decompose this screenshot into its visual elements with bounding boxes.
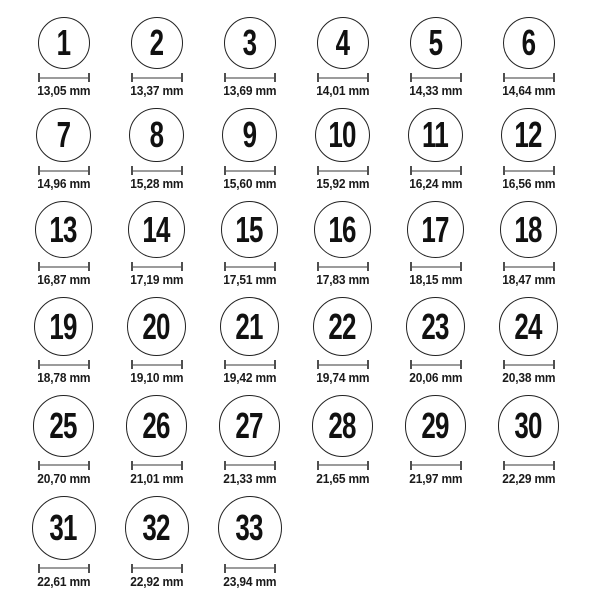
ring-size-number: 33 [235, 506, 264, 548]
dimension-bar [505, 266, 553, 268]
ring-size-number: 16 [328, 208, 357, 250]
diameter-dimension-line [131, 461, 183, 470]
dimension-bar [505, 170, 553, 172]
ring-size-number: 13 [49, 208, 78, 250]
diameter-dimension-line [224, 461, 276, 470]
ring-circle [125, 496, 189, 560]
dimension-bar [133, 464, 181, 466]
ring-size-number: 17 [421, 208, 450, 250]
diameter-dimension-line [317, 360, 369, 369]
dimension-bar [319, 170, 367, 172]
ring-circle [127, 297, 186, 356]
ring-size-cell [389, 395, 482, 486]
dimension-bar [319, 464, 367, 466]
diameter-dimension-line [38, 73, 90, 82]
diameter-label: 14,33 mm [408, 83, 463, 98]
dimension-bar [40, 77, 88, 79]
dimension-bar [226, 170, 274, 172]
ring-circle [410, 17, 462, 69]
ring-size-number: 4 [335, 22, 350, 63]
diameter-label: 19,42 mm [222, 370, 277, 386]
dimension-bar [412, 77, 460, 79]
dimension-bar [505, 364, 553, 366]
ring-circle [36, 108, 90, 162]
diameter-label: 13,69 mm [222, 83, 277, 98]
diameter-dimension-line [224, 166, 276, 175]
dimension-bar [319, 266, 367, 268]
ring-size-number: 23 [421, 305, 450, 347]
ring-circle [317, 17, 369, 69]
ring-size-number: 5 [428, 22, 443, 63]
ring-size-number: 27 [235, 405, 264, 447]
dimension-bar [40, 464, 88, 466]
ring-size-cell [203, 17, 296, 98]
ring-size-number: 11 [422, 114, 449, 156]
dimension-bar [412, 464, 460, 466]
diameter-label: 22,29 mm [501, 470, 556, 486]
ring-size-cell [17, 201, 110, 287]
diameter-dimension-line [224, 73, 276, 82]
diameter-dimension-line [503, 262, 555, 271]
ring-size-number: 9 [242, 114, 257, 156]
diameter-dimension-line [503, 166, 555, 175]
dimension-bar [226, 364, 274, 366]
diameter-label: 18,78 mm [36, 370, 91, 386]
diameter-dimension-line [131, 360, 183, 369]
diameter-dimension-line [131, 166, 183, 175]
ring-size-cell [296, 297, 389, 385]
ring-circle [407, 201, 464, 258]
ring-size-cell [389, 108, 482, 191]
dimension-bar [505, 464, 553, 466]
ring-size-number: 10 [328, 114, 357, 156]
ring-size-number: 26 [142, 405, 171, 447]
dimension-bar [133, 266, 181, 268]
ring-circle [312, 395, 374, 457]
diameter-label: 15,60 mm [222, 176, 277, 192]
ring-size-number: 6 [521, 22, 536, 63]
ring-circle [34, 297, 93, 356]
ring-size-number: 1 [56, 22, 71, 63]
ring-circle [128, 201, 185, 258]
diameter-dimension-line [38, 564, 90, 573]
ring-circle [219, 395, 281, 457]
ring-size-number: 14 [142, 208, 171, 250]
diameter-dimension-line [38, 360, 90, 369]
ring-size-cell [389, 297, 482, 385]
ring-size-cell [110, 108, 203, 191]
ring-size-number: 18 [514, 208, 543, 250]
dimension-bar [319, 364, 367, 366]
ring-circle [313, 297, 372, 356]
ring-size-number: 2 [149, 22, 164, 63]
ring-size-number: 30 [514, 405, 543, 447]
dimension-bar [226, 77, 274, 79]
diameter-label: 22,61 mm [36, 573, 91, 589]
ring-size-number: 25 [49, 405, 78, 447]
diameter-label: 15,28 mm [129, 176, 184, 192]
diameter-label: 16,56 mm [501, 176, 556, 192]
ring-size-number: 3 [242, 22, 257, 63]
diameter-label: 19,10 mm [129, 370, 184, 386]
ring-circle [222, 108, 276, 162]
diameter-dimension-line [410, 360, 462, 369]
ring-size-number: 32 [142, 506, 171, 548]
diameter-dimension-line [410, 73, 462, 82]
dimension-bar [412, 266, 460, 268]
ring-size-cell [296, 108, 389, 191]
diameter-label: 16,87 mm [36, 272, 91, 288]
ring-size-cell [203, 395, 296, 486]
ring-size-cell [110, 297, 203, 385]
ring-size-number: 8 [149, 114, 164, 156]
diameter-label: 18,15 mm [408, 272, 463, 288]
dimension-bar [133, 77, 181, 79]
dimension-bar [226, 567, 274, 569]
ring-size-cell [17, 496, 110, 589]
ring-size-number: 19 [49, 305, 78, 347]
diameter-dimension-line [503, 360, 555, 369]
diameter-label: 17,83 mm [315, 272, 370, 288]
diameter-dimension-line [317, 262, 369, 271]
ring-circle [500, 201, 557, 258]
ring-size-cell [110, 395, 203, 486]
ring-circle [314, 201, 371, 258]
ring-size-cell [296, 395, 389, 486]
diameter-label: 21,33 mm [222, 470, 277, 486]
dimension-bar [412, 170, 460, 172]
dimension-bar [40, 266, 88, 268]
dimension-bar [226, 266, 274, 268]
ring-size-number: 22 [328, 305, 357, 347]
diameter-dimension-line [317, 166, 369, 175]
ring-size-cell [110, 496, 203, 589]
ring-circle [220, 297, 279, 356]
diameter-dimension-line [224, 564, 276, 573]
diameter-label: 22,92 mm [129, 573, 184, 589]
diameter-dimension-line [38, 262, 90, 271]
diameter-dimension-line [410, 166, 462, 175]
ring-size-number: 20 [142, 305, 171, 347]
ring-circle [501, 108, 555, 162]
ring-size-number: 21 [235, 305, 264, 347]
ring-circle [221, 201, 278, 258]
ring-size-cell [203, 297, 296, 385]
ring-size-cell [110, 17, 203, 98]
ring-size-cell [389, 201, 482, 287]
ring-size-cell [482, 297, 575, 385]
diameter-label: 14,01 mm [315, 83, 370, 98]
ring-circle [224, 17, 276, 69]
diameter-dimension-line [38, 461, 90, 470]
diameter-label: 14,64 mm [501, 83, 556, 98]
diameter-label: 21,65 mm [315, 470, 370, 486]
diameter-label: 16,24 mm [408, 176, 463, 192]
ring-size-cell [203, 496, 296, 589]
ring-circle [33, 395, 95, 457]
ring-size-cell [482, 201, 575, 287]
dimension-bar [319, 77, 367, 79]
ring-circle [315, 108, 369, 162]
ring-circle [38, 17, 90, 69]
diameter-label: 20,06 mm [408, 370, 463, 386]
ring-size-number: 24 [514, 305, 543, 347]
dimension-bar [505, 77, 553, 79]
diameter-dimension-line [503, 461, 555, 470]
diameter-label: 18,47 mm [501, 272, 556, 288]
ring-circle [35, 201, 92, 258]
diameter-label: 13,37 mm [129, 83, 184, 98]
diameter-label: 21,01 mm [129, 470, 184, 486]
dimension-bar [226, 464, 274, 466]
ring-size-number: 29 [421, 405, 450, 447]
ring-size-cell [17, 17, 110, 98]
ring-circle [503, 17, 555, 69]
diameter-label: 21,97 mm [408, 470, 463, 486]
dimension-bar [40, 567, 88, 569]
diameter-label: 19,74 mm [315, 370, 370, 386]
diameter-dimension-line [224, 360, 276, 369]
diameter-dimension-line [317, 73, 369, 82]
dimension-bar [40, 364, 88, 366]
diameter-dimension-line [224, 262, 276, 271]
diameter-label: 20,70 mm [36, 470, 91, 486]
diameter-dimension-line [38, 166, 90, 175]
ring-size-cell [203, 108, 296, 191]
dimension-bar [133, 364, 181, 366]
ring-size-cell [203, 201, 296, 287]
diameter-dimension-line [503, 73, 555, 82]
ring-size-cell [110, 201, 203, 287]
ring-size-cell [482, 395, 575, 486]
ring-circle [32, 496, 96, 560]
ring-circle [408, 108, 462, 162]
ring-size-cell [17, 108, 110, 191]
diameter-dimension-line [410, 461, 462, 470]
dimension-bar [133, 567, 181, 569]
ring-circle [499, 297, 558, 356]
ring-circle [498, 395, 560, 457]
ring-circle [218, 496, 282, 560]
dimension-bar [40, 170, 88, 172]
ring-size-cell [482, 17, 575, 98]
ring-size-cell [296, 17, 389, 98]
diameter-dimension-line [131, 564, 183, 573]
ring-circle [129, 108, 183, 162]
ring-size-cell [17, 297, 110, 385]
ring-circle [406, 297, 465, 356]
ring-circle [131, 17, 183, 69]
ring-circle [405, 395, 467, 457]
diameter-dimension-line [317, 461, 369, 470]
diameter-dimension-line [131, 73, 183, 82]
diameter-label: 17,51 mm [222, 272, 277, 288]
diameter-label: 13,05 mm [36, 83, 91, 98]
diameter-label: 23,94 mm [222, 573, 277, 589]
ring-size-number: 7 [56, 114, 71, 156]
ring-size-number: 28 [328, 405, 357, 447]
diameter-label: 17,19 mm [129, 272, 184, 288]
ring-size-cell [482, 108, 575, 191]
ring-size-cell [389, 17, 482, 98]
diameter-dimension-line [410, 262, 462, 271]
diameter-label: 15,92 mm [315, 176, 370, 192]
diameter-label: 14,96 mm [36, 176, 91, 192]
ring-size-cell [296, 201, 389, 287]
dimension-bar [412, 364, 460, 366]
diameter-label: 20,38 mm [501, 370, 556, 386]
ring-size-number: 15 [235, 208, 264, 250]
diameter-dimension-line [131, 262, 183, 271]
dimension-bar [133, 170, 181, 172]
ring-size-cell [17, 395, 110, 486]
ring-size-number: 12 [514, 114, 543, 156]
ring-size-number: 31 [49, 506, 78, 548]
ring-circle [126, 395, 188, 457]
